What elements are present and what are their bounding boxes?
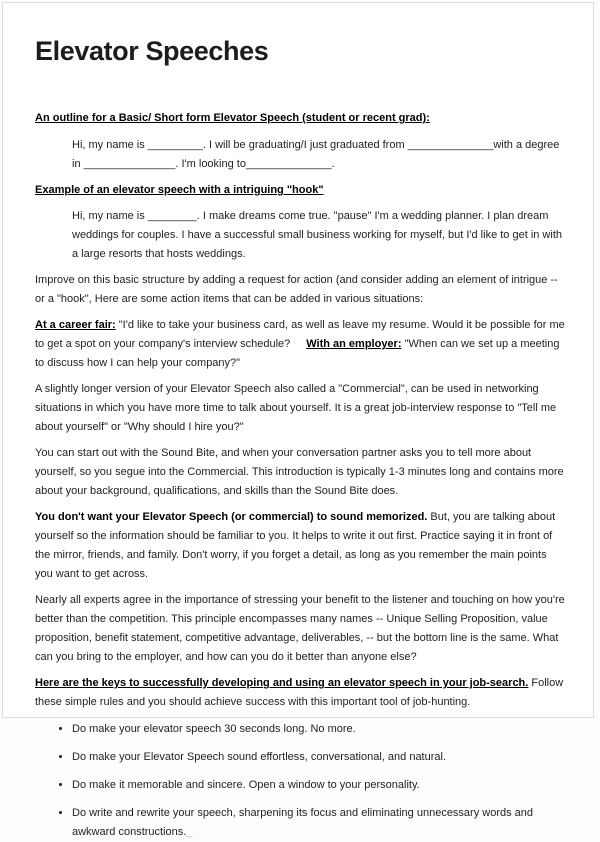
paragraph-keys — [35, 674, 565, 712]
keys-text: Follow these simple rules and you should achieve success with this important tool of job-hunting. — [35, 677, 564, 708]
paragraph-action-items — [35, 316, 565, 373]
trailing-underscore-mark: _ — [186, 826, 193, 838]
fill-in-template-basic: Hi, my name is _________. I will be graduating/I just graduated from ______________with a degree in _______________. I'm looking to______________. — [72, 139, 560, 170]
employer-lead: With an employer: — [306, 338, 402, 350]
rules-list — [35, 720, 565, 842]
memorized-text: But, you are talking about yourself so the information should be familiar to you. It helps to write it out first. Practice saying it in front of the mirror, friends, and family. Don't worry, if you forget a detail, as long as you remember the main points you want to get across. — [35, 511, 556, 580]
page-title: Elevator Speeches — [35, 36, 269, 66]
list-item-30-seconds: • Do make your elevator speech 30 seconds long. No more. — [72, 720, 565, 739]
paragraph-commercial: A slightly longer version of your Elevator Speech also called a "Commercial", can be used in networking situations in which you have more time to talk about yourself. It is a great job-interview response to "Tell me about yourself" or "Why should I hire you?" — [35, 383, 557, 433]
paragraph-soundbite: You can start out with the Sound Bite, and when your conversation partner asks you to tell more about yourself, so you segue into the Commercial. This introduction is typically 1-3 minutes long and contains more about your background, qualifications, and skills than the Sound Bite does. — [35, 447, 564, 497]
list-item-rewrite-text: Do write and rewrite your speech, sharpening its focus and eliminating unnecessary words and awkward constructions. — [72, 807, 534, 838]
heading-basic-outline: An outline for a Basic/ Short form Elevator Speech (student or recent grad): — [35, 112, 430, 124]
career-fair-text: "I'd like to take your business card, as well as leave my resume. Would it be possible for me to get a spot on your company's interview schedule? — [35, 319, 565, 350]
paragraph-improve-structure: Improve on this basic structure by adding a request for action (and consider adding an element of intrigue -- or a "hook", Here are some action items that can be added in various situations: — [35, 274, 558, 305]
keys-lead: Here are the keys to successfully developing and using an elevator speech in your job-search. — [35, 677, 529, 689]
memorized-lead: You don't want your Elevator Speech (or commercial) to sound memorized. — [35, 511, 428, 523]
heading-example-hook: Example of an elevator speech with a intriguing "hook" — [35, 184, 324, 196]
document-page — [2, 2, 594, 838]
example-speech-paragraph: Hi, my name is ________. I make dreams come true. "pause" I'm a wedding planner. I plan dream weddings for couples. I have a successful small business working for myself, but I'd like to get in with a large resorts that hosts weddings. — [72, 210, 562, 260]
list-item-effortless: • Do make your Elevator Speech sound effortless, conversational, and natural. — [72, 748, 565, 767]
employer-text: "When can we set up a meeting to discuss how I can help your company?" — [35, 338, 560, 369]
paragraph-memorized — [35, 508, 565, 584]
paragraph-nearly-all-experts: Nearly all experts agree in the importance of stressing your benefit to the listener and touching on how you're better than the competition. This principle encompasses many names -- Unique Selling Proposition, value proposition, benefit statement, competitive advantage, deliverables, -- but the bottom line is the same. What can you bring to the employer, and how can you do it better than anyone else? — [35, 594, 565, 663]
list-item-memorable: • Do make it memorable and sincere. Open a window to your personality. — [72, 776, 565, 795]
career-fair-lead: At a career fair: — [35, 319, 116, 331]
list-item-rewrite — [72, 804, 565, 842]
